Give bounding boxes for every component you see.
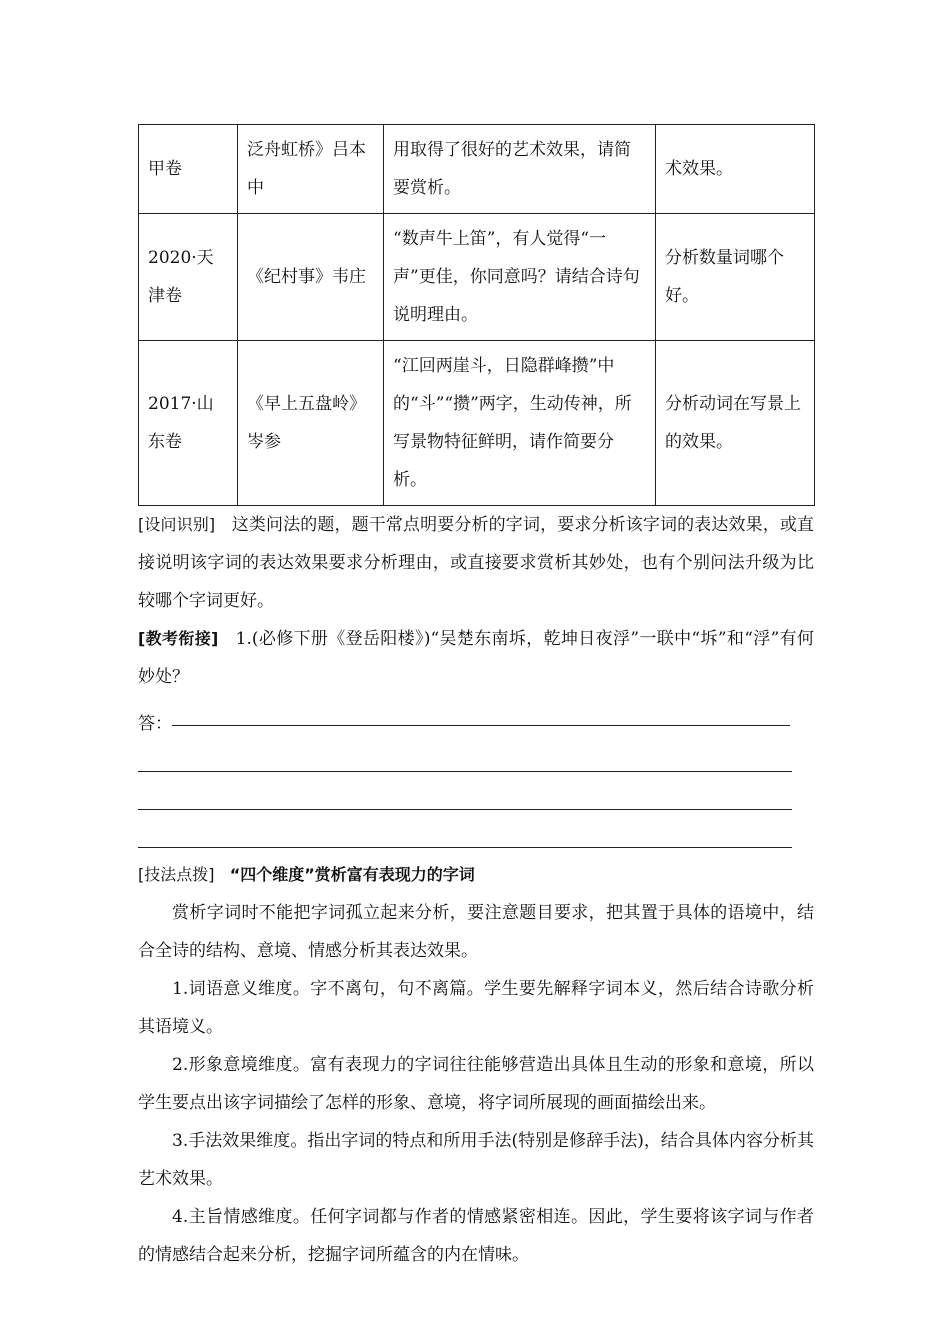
answer-line[interactable]	[138, 810, 792, 848]
cell-question: “江回两崖斗，日隐群峰攒”中的“斗”“攒”两字，生动传神，所写景物特征鲜明，请作简要分析。	[384, 341, 656, 506]
cell-point: 分析动词在写景上的效果。	[656, 341, 815, 506]
shewen-text: 这类问法的题，题干常点明要分析的字词，要求分析该字词的表达效果，或直接说明该字词的表达效果要求分析理由，或直接要求赏析其妙处，也有个别问法升级为比较哪个字词更好。	[138, 515, 814, 611]
answer-lines	[138, 734, 814, 848]
answer-line[interactable]	[138, 734, 792, 772]
cell-question: 用取得了很好的艺术效果，请简要赏析。	[384, 125, 656, 214]
cell-point: 术效果。	[656, 125, 815, 214]
jiaokao-label: [教考衔接]	[138, 629, 219, 648]
jifa-title: “四个维度”赏析富有表现力的字词	[229, 865, 475, 884]
jifa-label: [技法点拨]	[138, 865, 215, 884]
table-row	[139, 214, 815, 341]
answer-line-first[interactable]	[138, 696, 814, 734]
cell-source: 2017·山东卷	[139, 341, 238, 506]
answer-fill[interactable]	[172, 725, 790, 726]
cell-poem: 《早上五盘岭》岑参	[238, 341, 384, 506]
cell-source: 甲卷	[139, 125, 238, 214]
cell-poem: 泛舟虹桥》吕本中	[238, 125, 384, 214]
jifa-point: 3.手法效果维度。指出字词的特点和所用手法(特别是修辞手法)，结合具体内容分析其艺术效果。	[138, 1131, 814, 1189]
jifa-point: 4.主旨情感维度。任何字词都与作者的情感紧密相连。因此，学生要将该字词与作者的情感结合起来分析，挖掘字词所蕴含的内在情味。	[138, 1207, 814, 1265]
jiaokao-section	[138, 620, 814, 696]
table-row	[139, 125, 815, 214]
cell-poem: 《纪村事》韦庄	[238, 214, 384, 341]
cell-source: 2020·天津卷	[139, 214, 238, 341]
answer-label: 答：	[138, 714, 172, 734]
page	[138, 124, 814, 1274]
answer-line[interactable]	[138, 772, 792, 810]
jiaokao-text: 1.(必修下册《登岳阳楼》)“吴楚东南坼，乾坤日夜浮”一联中“坼”和“浮”有何妙处？	[138, 629, 814, 687]
cell-question: “数声牛上笛”，有人觉得“一声”更佳，你同意吗？请结合诗句说明理由。	[384, 214, 656, 341]
table-row	[139, 341, 815, 506]
shewen-label: [设问识别]	[138, 515, 216, 534]
jifa-heading	[138, 856, 814, 894]
jifa-point: 2.形象意境维度。富有表现力的字词往往能够营造出具体且生动的形象和意境，所以学生要点出该字词描绘了怎样的形象、意境，将字词所展现的画面描绘出来。	[138, 1055, 814, 1113]
shewen-section	[138, 506, 814, 620]
jifa-intro: 赏析字词时不能把字词孤立起来分析，要注意题目要求，把其置于具体的语境中，结合全诗的结构、意境、情感分析其表达效果。	[138, 903, 814, 961]
exam-source-table	[138, 124, 815, 506]
jifa-point: 1.词语意义维度。字不离句，句不离篇。学生要先解释字词本义，然后结合诗歌分析其语境义。	[138, 979, 814, 1037]
cell-point: 分析数量词哪个好。	[656, 214, 815, 341]
